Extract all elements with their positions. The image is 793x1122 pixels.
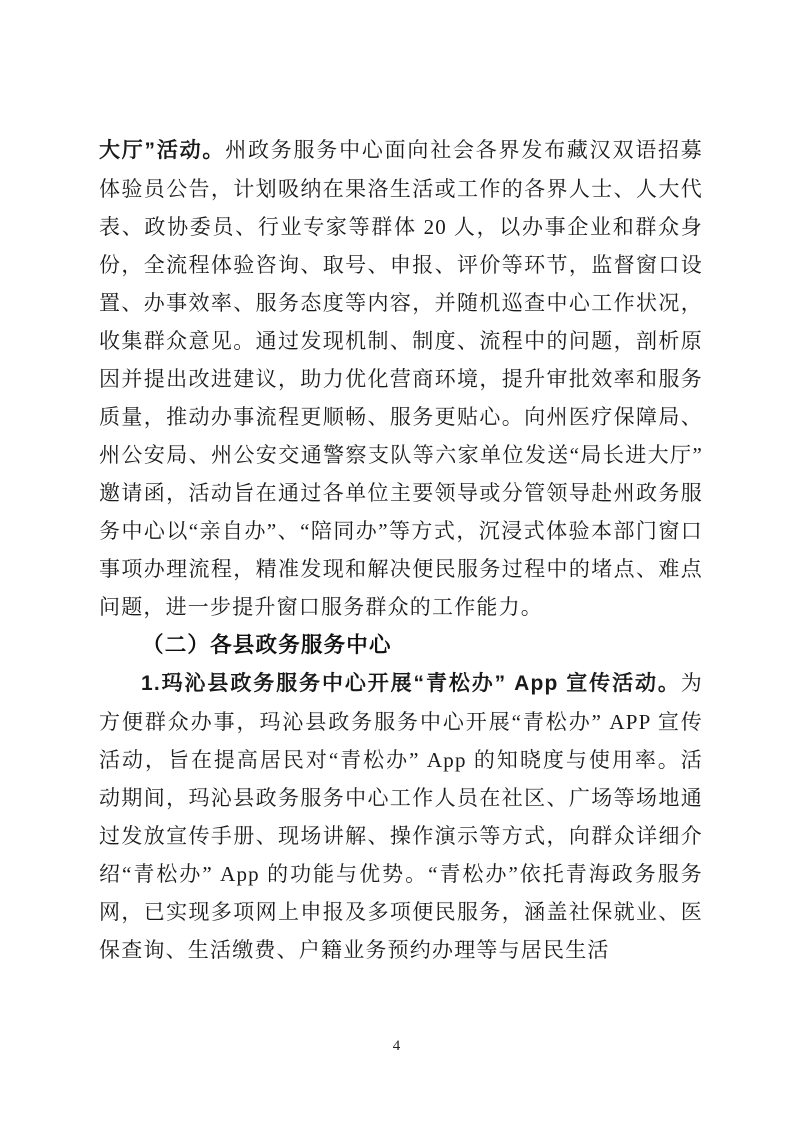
page-number: 4: [392, 1038, 401, 1054]
paragraph-bold-lead: 大厅”活动。: [99, 139, 226, 162]
item-body-text: 为方便群众办事，玛沁县政务服务中心开展“青松办” APP 宣传活动，旨在提高居民对“青松办” App 的知晓度与使用率。活动期间，玛沁县政务服务中心工作人员在社区、广场等场地通过发放宣传手册、现场讲解、操作演示等方式，向群众详细介绍“青松办” App 的功能与优势。“青松办”依托青海政务服务网，已实现多项网上申报及多项便民服务，涵盖社保就业、医保查询、生活缴费、户籍业务预约办理等与居民生活: [99, 671, 703, 962]
paragraph-body-text: 州政务服务中心面向社会各界发布藏汉双语招募体验员公告，计划吸纳在果洛生活或工作的各界人士、人大代表、政协委员、行业专家等群体 20 人，以办事企业和群众身份，全流程体验咨询、取号、申报、评价等环节，监督窗口设置、办事效率、服务态度等内容，并随机巡查中心工作状况，收集群众意见。通过发现机制、制度、流程中的问题，剖析原因并提出改进建议，助力优化营商环境，提升审批效率和服务质量，推动办事流程更顺畅、服务更贴心。向州医疗保障局、州公安局、州公安交通警察支队等六家单位发送“局长进大厅”邀请函，活动旨在通过各单位主要领导或分管领导赴州政务服务中心以“亲自办”、“陪同办”等方式，沉浸式体验本部门窗口事项办理流程，精准发现和解决便民服务过程中的堵点、难点问题，进一步提升窗口服务群众的工作能力。: [99, 138, 703, 619]
paragraph-maqin-app: [99, 664, 703, 969]
section-heading-county-centers: （二）各县政务服务中心: [142, 633, 392, 657]
item-bold-lead: 1.玛沁县政务服务中心开展“青松办” App 宣传活动。: [141, 672, 681, 695]
paragraph-hall-activity: [99, 131, 703, 626]
page-body: [99, 131, 703, 969]
